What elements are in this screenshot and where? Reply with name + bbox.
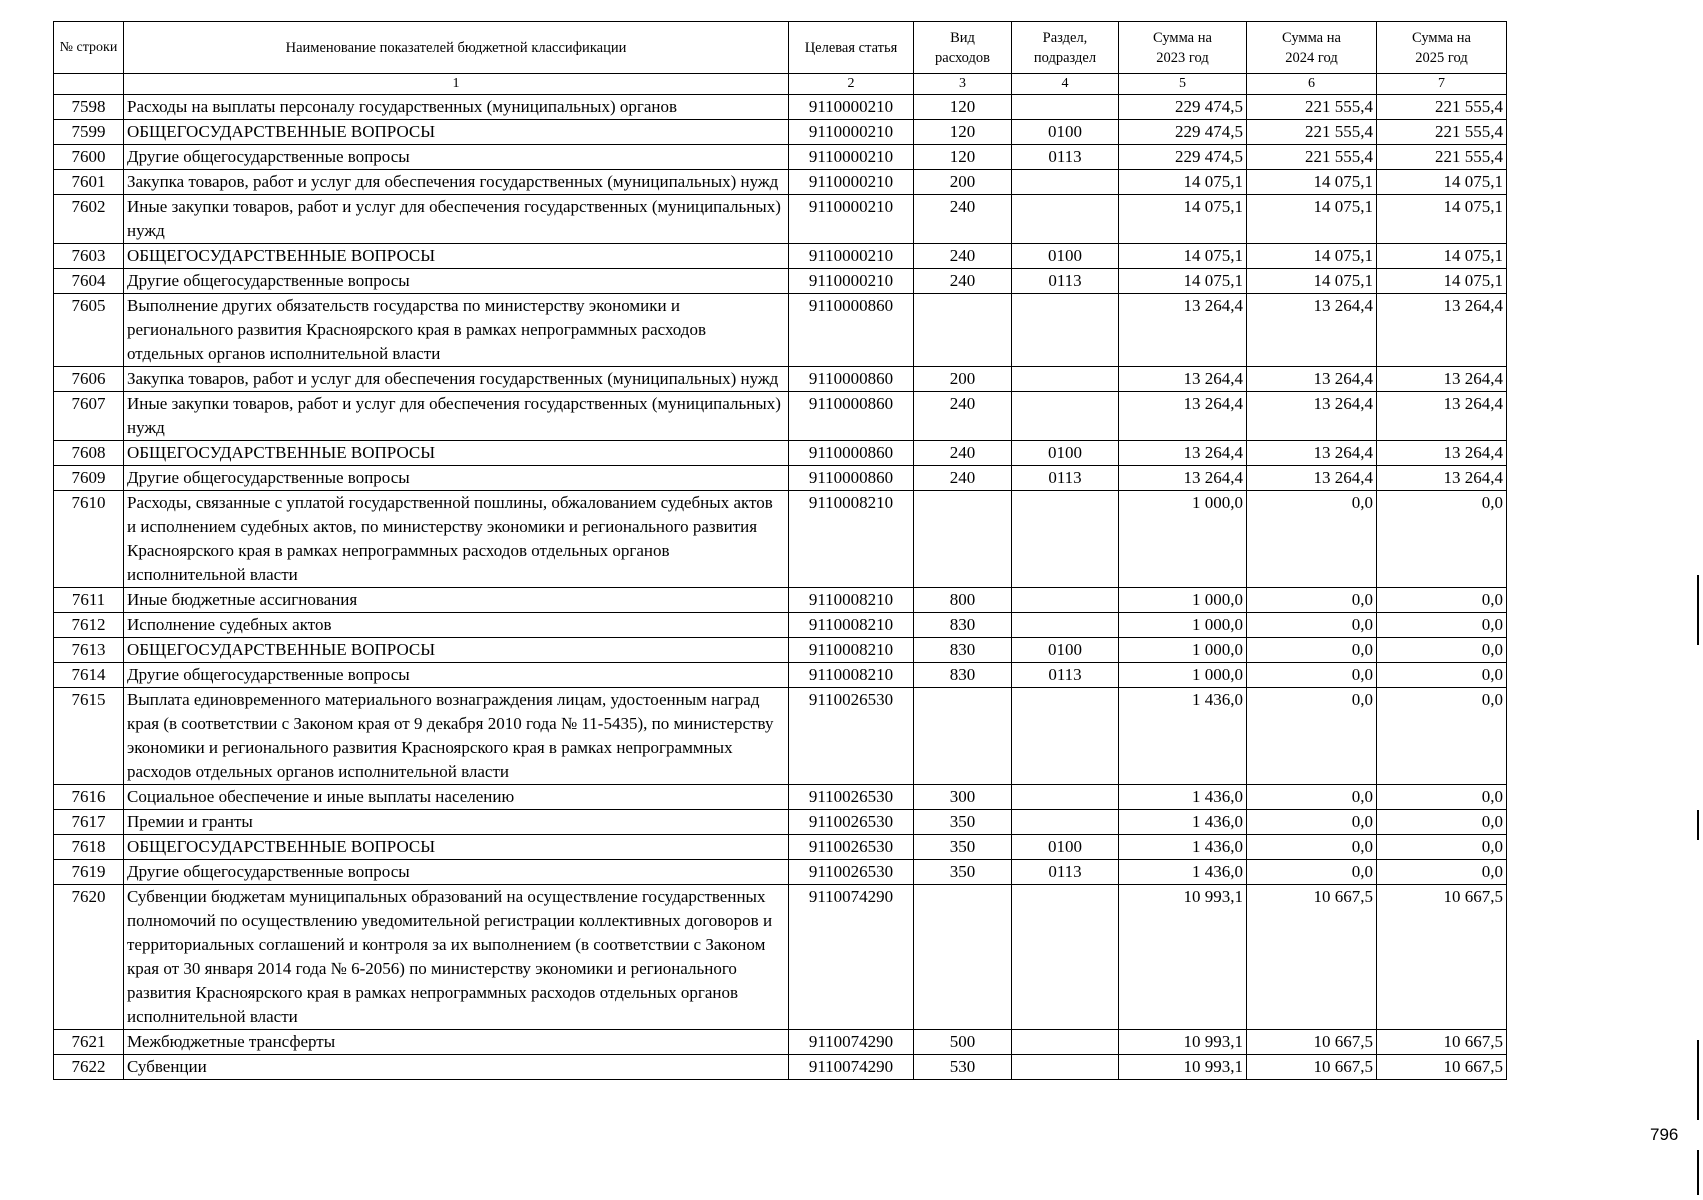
row-name: Выполнение других обязательств государства по министерству экономики и регионального развития Красноярского края в рамках непрограммных расходов отдельных органов исполнительной власти (124, 294, 789, 367)
section-subsection: 0100 (1012, 638, 1119, 663)
expense-type: 500 (914, 1030, 1012, 1055)
row-name: Другие общегосударственные вопросы (124, 466, 789, 491)
scan-edge-mark (1697, 1040, 1699, 1120)
row-number: 7600 (54, 145, 124, 170)
row-number: 7619 (54, 860, 124, 885)
target-article: 9110008210 (789, 663, 914, 688)
row-number: 7614 (54, 663, 124, 688)
table-row (54, 466, 1507, 491)
row-number: 7604 (54, 269, 124, 294)
target-article: 9110008210 (789, 613, 914, 638)
row-name: ОБЩЕГОСУДАРСТВЕННЫЕ ВОПРОСЫ (124, 638, 789, 663)
table-row (54, 441, 1507, 466)
sum-2025: 0,0 (1377, 860, 1507, 885)
header-sum-2024 (1247, 22, 1377, 74)
sum-2023: 14 075,1 (1119, 269, 1247, 294)
target-article: 9110008210 (789, 588, 914, 613)
header-sum-2023-line1: Сумма на (1153, 29, 1212, 46)
expense-type: 300 (914, 785, 1012, 810)
sum-2023: 14 075,1 (1119, 244, 1247, 269)
section-subsection (1012, 588, 1119, 613)
sum-2023: 1 436,0 (1119, 810, 1247, 835)
row-number: 7622 (54, 1055, 124, 1080)
target-article: 9110000860 (789, 367, 914, 392)
sum-2024: 14 075,1 (1247, 170, 1377, 195)
row-number: 7616 (54, 785, 124, 810)
expense-type: 240 (914, 441, 1012, 466)
sum-2023: 1 000,0 (1119, 638, 1247, 663)
sum-2023: 1 436,0 (1119, 860, 1247, 885)
row-name: Межбюджетные трансферты (124, 1030, 789, 1055)
target-article: 9110000210 (789, 95, 914, 120)
row-number: 7613 (54, 638, 124, 663)
table-row (54, 491, 1507, 588)
sum-2023: 13 264,4 (1119, 441, 1247, 466)
expense-type: 120 (914, 120, 1012, 145)
sum-2025: 0,0 (1377, 785, 1507, 810)
row-number: 7615 (54, 688, 124, 785)
sum-2025: 0,0 (1377, 638, 1507, 663)
column-number: 1 (124, 74, 789, 95)
row-name: Социальное обеспечение и иные выплаты населению (124, 785, 789, 810)
sum-2025: 14 075,1 (1377, 195, 1507, 244)
row-number: 7601 (54, 170, 124, 195)
row-number: 7608 (54, 441, 124, 466)
sum-2024: 0,0 (1247, 835, 1377, 860)
sum-2024: 13 264,4 (1247, 367, 1377, 392)
sum-2025: 0,0 (1377, 491, 1507, 588)
sum-2023: 1 000,0 (1119, 613, 1247, 638)
expense-type (914, 491, 1012, 588)
section-subsection: 0100 (1012, 835, 1119, 860)
expense-type: 830 (914, 613, 1012, 638)
row-name: Выплата единовременного материального вознаграждения лицам, удостоенным наград края (в соответствии с Законом края от 9 декабря 2010 года № 11-5435), по министерству экономики и регионального развития Красноярского края в рамках непрограммных расходов отдельных органов исполнительной власти (124, 688, 789, 785)
sum-2024: 221 555,4 (1247, 95, 1377, 120)
target-article: 9110000210 (789, 269, 914, 294)
table-row (54, 244, 1507, 269)
expense-type (914, 294, 1012, 367)
row-number: 7621 (54, 1030, 124, 1055)
header-razdel (1012, 22, 1119, 74)
header-vid (914, 22, 1012, 74)
row-name: Премии и гранты (124, 810, 789, 835)
target-article: 9110074290 (789, 1030, 914, 1055)
section-subsection: 0113 (1012, 860, 1119, 885)
header-sum-2025-line2: 2025 год (1415, 49, 1468, 66)
target-article: 9110026530 (789, 688, 914, 785)
sum-2025: 14 075,1 (1377, 170, 1507, 195)
row-number: 7609 (54, 466, 124, 491)
row-number: 7606 (54, 367, 124, 392)
row-number: 7598 (54, 95, 124, 120)
section-subsection (1012, 392, 1119, 441)
sum-2025: 0,0 (1377, 810, 1507, 835)
expense-type (914, 688, 1012, 785)
table-row (54, 170, 1507, 195)
table-row (54, 195, 1507, 244)
row-number: 7611 (54, 588, 124, 613)
row-number: 7618 (54, 835, 124, 860)
sum-2025: 13 264,4 (1377, 294, 1507, 367)
row-number: 7603 (54, 244, 124, 269)
table-row (54, 885, 1507, 1030)
scan-edge-mark (1697, 810, 1699, 840)
sum-2023: 13 264,4 (1119, 294, 1247, 367)
column-number (54, 74, 124, 95)
sum-2024: 0,0 (1247, 663, 1377, 688)
target-article: 9110000860 (789, 466, 914, 491)
sum-2024: 0,0 (1247, 810, 1377, 835)
section-subsection: 0100 (1012, 120, 1119, 145)
sum-2024: 14 075,1 (1247, 195, 1377, 244)
table-row (54, 95, 1507, 120)
sum-2025: 13 264,4 (1377, 392, 1507, 441)
sum-2025: 13 264,4 (1377, 367, 1507, 392)
scan-edge-mark (1697, 1150, 1699, 1195)
header-sum-2025 (1377, 22, 1507, 74)
row-number: 7599 (54, 120, 124, 145)
header-sum-2023 (1119, 22, 1247, 74)
sum-2024: 0,0 (1247, 860, 1377, 885)
sum-2023: 14 075,1 (1119, 170, 1247, 195)
row-name: Расходы на выплаты персоналу государственных (муниципальных) органов (124, 95, 789, 120)
section-subsection: 0113 (1012, 269, 1119, 294)
section-subsection (1012, 1055, 1119, 1080)
section-subsection (1012, 170, 1119, 195)
sum-2024: 0,0 (1247, 491, 1377, 588)
row-name: Исполнение судебных актов (124, 613, 789, 638)
row-number: 7607 (54, 392, 124, 441)
sum-2024: 221 555,4 (1247, 120, 1377, 145)
expense-type: 830 (914, 638, 1012, 663)
sum-2024: 13 264,4 (1247, 466, 1377, 491)
sum-2023: 10 993,1 (1119, 1055, 1247, 1080)
table-row (54, 663, 1507, 688)
section-subsection (1012, 785, 1119, 810)
target-article: 9110000210 (789, 170, 914, 195)
header-name: Наименование показателей бюджетной классификации (124, 22, 789, 74)
sum-2025: 13 264,4 (1377, 441, 1507, 466)
target-article: 9110008210 (789, 638, 914, 663)
table-header (54, 22, 1507, 95)
column-number: 5 (1119, 74, 1247, 95)
sum-2025: 221 555,4 (1377, 95, 1507, 120)
target-article: 9110074290 (789, 885, 914, 1030)
expense-type: 200 (914, 170, 1012, 195)
target-article: 9110000210 (789, 244, 914, 269)
sum-2025: 10 667,5 (1377, 885, 1507, 1030)
target-article: 9110000210 (789, 145, 914, 170)
row-name: ОБЩЕГОСУДАРСТВЕННЫЕ ВОПРОСЫ (124, 244, 789, 269)
table-row (54, 367, 1507, 392)
header-razdel-line2: подраздел (1033, 49, 1097, 66)
row-name: Закупка товаров, работ и услуг для обеспечения государственных (муниципальных) нужд (124, 367, 789, 392)
row-number: 7610 (54, 491, 124, 588)
page-number: 796 (1650, 1125, 1679, 1144)
header-sum-2023-line2: 2023 год (1156, 49, 1209, 66)
column-numbers-row (54, 74, 1507, 95)
section-subsection (1012, 1030, 1119, 1055)
header-vid-line1: Вид (950, 29, 975, 46)
budget-table (53, 21, 1507, 1080)
column-number: 7 (1377, 74, 1507, 95)
expense-type: 240 (914, 466, 1012, 491)
sum-2024: 0,0 (1247, 588, 1377, 613)
sum-2023: 229 474,5 (1119, 145, 1247, 170)
header-target: Целевая статья (789, 22, 914, 74)
column-number: 6 (1247, 74, 1377, 95)
target-article: 9110000860 (789, 441, 914, 466)
sum-2024: 0,0 (1247, 688, 1377, 785)
row-name: ОБЩЕГОСУДАРСТВЕННЫЕ ВОПРОСЫ (124, 441, 789, 466)
sum-2023: 1 000,0 (1119, 491, 1247, 588)
expense-type: 240 (914, 392, 1012, 441)
table-row (54, 810, 1507, 835)
sum-2023: 10 993,1 (1119, 885, 1247, 1030)
target-article: 9110008210 (789, 491, 914, 588)
sum-2023: 1 436,0 (1119, 785, 1247, 810)
sum-2024: 10 667,5 (1247, 1055, 1377, 1080)
table-body (54, 95, 1507, 1080)
sum-2025: 0,0 (1377, 835, 1507, 860)
column-number: 2 (789, 74, 914, 95)
sum-2023: 229 474,5 (1119, 120, 1247, 145)
header-sum-2025-line1: Сумма на (1412, 29, 1471, 46)
table-row (54, 294, 1507, 367)
sum-2025: 0,0 (1377, 688, 1507, 785)
table-row (54, 613, 1507, 638)
column-number: 3 (914, 74, 1012, 95)
section-subsection (1012, 367, 1119, 392)
sum-2023: 14 075,1 (1119, 195, 1247, 244)
sum-2023: 13 264,4 (1119, 367, 1247, 392)
section-subsection: 0113 (1012, 145, 1119, 170)
header-sum-2024-line1: Сумма на (1282, 29, 1341, 46)
sum-2024: 13 264,4 (1247, 294, 1377, 367)
sum-2024: 10 667,5 (1247, 885, 1377, 1030)
row-name: Субвенции бюджетам муниципальных образований на осуществление государственных полномочий по осуществлению уведомительной регистрации коллективных договоров и территориальных соглашений и контроля за их выполнением (в соответствии с Законом края от 30 января 2014 года № 6-2056) по министерству экономики и регионального развития Красноярского края в рамках непрограммных расходов отдельных органов исполнительной власти (124, 885, 789, 1030)
expense-type: 120 (914, 145, 1012, 170)
row-number: 7617 (54, 810, 124, 835)
sum-2025: 221 555,4 (1377, 120, 1507, 145)
sum-2024: 14 075,1 (1247, 244, 1377, 269)
sum-2024: 0,0 (1247, 638, 1377, 663)
table-row (54, 860, 1507, 885)
target-article: 9110026530 (789, 860, 914, 885)
sum-2024: 10 667,5 (1247, 1030, 1377, 1055)
target-article: 9110000210 (789, 120, 914, 145)
section-subsection: 0100 (1012, 441, 1119, 466)
expense-type: 120 (914, 95, 1012, 120)
expense-type: 350 (914, 835, 1012, 860)
sum-2025: 0,0 (1377, 663, 1507, 688)
sum-2024: 13 264,4 (1247, 441, 1377, 466)
sum-2024: 14 075,1 (1247, 269, 1377, 294)
expense-type: 800 (914, 588, 1012, 613)
section-subsection (1012, 885, 1119, 1030)
sum-2023: 1 436,0 (1119, 688, 1247, 785)
section-subsection (1012, 491, 1119, 588)
sum-2024: 221 555,4 (1247, 145, 1377, 170)
row-name: Другие общегосударственные вопросы (124, 860, 789, 885)
table-row (54, 835, 1507, 860)
table-row (54, 688, 1507, 785)
section-subsection (1012, 95, 1119, 120)
sum-2025: 13 264,4 (1377, 466, 1507, 491)
expense-type: 240 (914, 269, 1012, 294)
table-row (54, 1030, 1507, 1055)
sum-2023: 1 000,0 (1119, 588, 1247, 613)
expense-type (914, 885, 1012, 1030)
section-subsection (1012, 294, 1119, 367)
row-name: ОБЩЕГОСУДАРСТВЕННЫЕ ВОПРОСЫ (124, 835, 789, 860)
table-row (54, 638, 1507, 663)
target-article: 9110026530 (789, 810, 914, 835)
row-name: Иные закупки товаров, работ и услуг для обеспечения государственных (муниципальных) нужд (124, 195, 789, 244)
row-name: Субвенции (124, 1055, 789, 1080)
header-razdel-line1: Раздел, (1042, 29, 1088, 46)
section-subsection: 0100 (1012, 244, 1119, 269)
table-row (54, 145, 1507, 170)
header-vid-line2: расходов (935, 49, 990, 66)
section-subsection (1012, 195, 1119, 244)
target-article: 9110000860 (789, 294, 914, 367)
row-name: Иные бюджетные ассигнования (124, 588, 789, 613)
expense-type: 240 (914, 244, 1012, 269)
row-name: Закупка товаров, работ и услуг для обеспечения государственных (муниципальных) нужд (124, 170, 789, 195)
row-name: Другие общегосударственные вопросы (124, 269, 789, 294)
row-number: 7620 (54, 885, 124, 1030)
section-subsection: 0113 (1012, 663, 1119, 688)
sum-2023: 1 000,0 (1119, 663, 1247, 688)
expense-type: 530 (914, 1055, 1012, 1080)
sum-2024: 0,0 (1247, 613, 1377, 638)
sum-2023: 10 993,1 (1119, 1030, 1247, 1055)
header-row-no: № строки (54, 22, 124, 74)
sum-2025: 10 667,5 (1377, 1030, 1507, 1055)
row-name: Иные закупки товаров, работ и услуг для обеспечения государственных (муниципальных) нужд (124, 392, 789, 441)
target-article: 9110000210 (789, 195, 914, 244)
expense-type: 200 (914, 367, 1012, 392)
header-sum-2024-line2: 2024 год (1285, 49, 1338, 66)
expense-type: 350 (914, 810, 1012, 835)
row-name: Другие общегосударственные вопросы (124, 663, 789, 688)
expense-type: 830 (914, 663, 1012, 688)
section-subsection (1012, 810, 1119, 835)
row-number: 7602 (54, 195, 124, 244)
section-subsection (1012, 613, 1119, 638)
expense-type: 240 (914, 195, 1012, 244)
row-number: 7605 (54, 294, 124, 367)
table-row (54, 588, 1507, 613)
sum-2025: 0,0 (1377, 613, 1507, 638)
target-article: 9110026530 (789, 835, 914, 860)
table-row (54, 269, 1507, 294)
table-row (54, 120, 1507, 145)
sum-2025: 14 075,1 (1377, 244, 1507, 269)
sum-2023: 13 264,4 (1119, 392, 1247, 441)
scan-edge-mark (1697, 575, 1699, 645)
sum-2023: 1 436,0 (1119, 835, 1247, 860)
table-row (54, 392, 1507, 441)
sum-2023: 229 474,5 (1119, 95, 1247, 120)
row-number: 7612 (54, 613, 124, 638)
sum-2024: 0,0 (1247, 785, 1377, 810)
target-article: 9110000860 (789, 392, 914, 441)
expense-type: 350 (914, 860, 1012, 885)
row-name: Расходы, связанные с уплатой государственной пошлины, обжалованием судебных актов и исполнением судебных актов, по министерству экономики и регионального развития Красноярского края в рамках непрограммных расходов отдельных органов исполнительной власти (124, 491, 789, 588)
target-article: 9110074290 (789, 1055, 914, 1080)
row-name: Другие общегосударственные вопросы (124, 145, 789, 170)
sum-2025: 221 555,4 (1377, 145, 1507, 170)
sum-2025: 10 667,5 (1377, 1055, 1507, 1080)
section-subsection: 0113 (1012, 466, 1119, 491)
column-number: 4 (1012, 74, 1119, 95)
table-row (54, 785, 1507, 810)
sum-2025: 0,0 (1377, 588, 1507, 613)
target-article: 9110026530 (789, 785, 914, 810)
row-name: ОБЩЕГОСУДАРСТВЕННЫЕ ВОПРОСЫ (124, 120, 789, 145)
sum-2025: 14 075,1 (1377, 269, 1507, 294)
sum-2023: 13 264,4 (1119, 466, 1247, 491)
table-row (54, 1055, 1507, 1080)
section-subsection (1012, 688, 1119, 785)
sum-2024: 13 264,4 (1247, 392, 1377, 441)
